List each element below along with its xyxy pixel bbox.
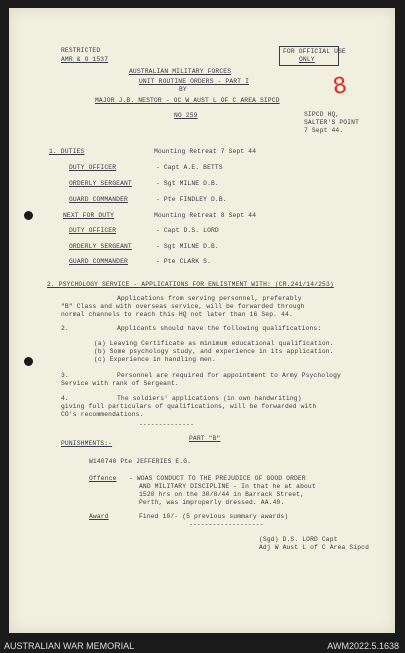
award-text: Fined 10/- (5 previous summary awards) bbox=[139, 513, 289, 520]
footer-institution: AUSTRALIAN WAR MEMORIAL bbox=[4, 641, 135, 651]
part-b-title: PART "B" bbox=[189, 435, 221, 442]
punch-hole bbox=[24, 211, 33, 220]
official-use-line-2: ONLY bbox=[299, 56, 315, 63]
restricted-label: RESTRICTED bbox=[61, 47, 101, 54]
offence-text: 1520 hrs on the 30/8/44 in Barrack Street, bbox=[139, 491, 305, 498]
psych-para-2-number: 2. bbox=[61, 325, 69, 332]
psych-para-3: Service with rank of Sergeant. bbox=[61, 380, 179, 387]
order-number: NO 259 bbox=[174, 112, 198, 119]
archive-footer bbox=[0, 639, 405, 653]
by-label: BY bbox=[179, 86, 187, 93]
offence-label: Offence bbox=[89, 475, 117, 482]
duty-person: - Sgt MILNE D.B. bbox=[156, 180, 219, 187]
mounting-retreat-1: Mounting Retreat 7 Sept 44 bbox=[154, 148, 257, 155]
duty-role: DUTY OFFICER bbox=[69, 227, 117, 234]
duty-role: DUTY OFFICER bbox=[69, 164, 117, 171]
soldier-details: W140740 Pte JEFFERIES E.G. bbox=[89, 458, 192, 465]
forces-title: AUSTRALIAN MILITARY FORCES bbox=[129, 68, 232, 75]
duty-person: - Pte FINDLEY D.B. bbox=[156, 196, 227, 203]
mounting-retreat-2: Mounting Retreat 8 Sept 44 bbox=[154, 212, 257, 219]
duty-role: ORDERLY SERGEANT bbox=[69, 243, 132, 250]
next-for-duty-label: NEXT FOR DUTY bbox=[63, 212, 115, 219]
psych-para-4: The soldiers' applications (in own handwriting) bbox=[117, 395, 302, 402]
psych-para-2: Applicants should have the following qualifications: bbox=[117, 325, 322, 332]
punch-hole bbox=[24, 357, 33, 366]
award-label: Award bbox=[89, 513, 109, 520]
punishments-heading: PUNISHMENTS:- bbox=[61, 440, 113, 447]
amr-reference: AMR & O 1537 bbox=[61, 56, 109, 63]
signature-title: Adj W Aust L of C Area Sipcd bbox=[259, 544, 370, 551]
psych-para-4: CO's recommendations. bbox=[61, 411, 144, 418]
offence-text: - WOAS CONDUCT TO THE PREJUDICE OF GOOD ORDER bbox=[129, 475, 306, 482]
duties-heading: 1. DUTIES bbox=[49, 148, 85, 155]
duty-person: - Capt D.S. LORD bbox=[156, 227, 219, 234]
issuing-officer: MAJOR J.B. NESTOR - OC W AUST L OF C AREA SIPCD bbox=[95, 97, 280, 104]
psych-para-3: Personnel are required for appointment to Army Psychology bbox=[117, 372, 341, 379]
place-line-1: SIPCD HQ, bbox=[304, 111, 340, 118]
duty-role: ORDERLY SERGEANT bbox=[69, 180, 132, 187]
qualification-item: (b) Some psychology study, and experience in its application. bbox=[94, 348, 334, 355]
qualification-item: (a) Leaving Certificate as minimum educational qualification. bbox=[94, 340, 334, 347]
offence-text: AND MILITARY DISCIPLINE - In that he at about bbox=[139, 483, 316, 490]
psych-para-4: giving full particulars of qualifications, will be forwarded with bbox=[61, 403, 317, 410]
duty-person: - Sgt MILNE D.B. bbox=[156, 243, 219, 250]
section-divider: ------------------- bbox=[189, 521, 264, 528]
handwritten-number: 8 bbox=[331, 73, 349, 100]
psych-para-1: normal channels to reach this HQ not later than 16 Sep. 44. bbox=[61, 311, 293, 318]
duty-person: - Capt A.E. BETTS bbox=[156, 164, 223, 171]
psychology-heading: 2. PSYCHOLOGY SERVICE - APPLICATIONS FOR ENLISTMENT WITH: (CR.241/14/253) bbox=[47, 281, 334, 288]
place-line-2: SALTER'S POINT bbox=[304, 119, 360, 126]
duty-role: GUARD COMMANDER bbox=[69, 196, 128, 203]
duty-person: - Pte CLARK S. bbox=[156, 258, 212, 265]
offence-text: Perth, was improperly dressed. AA.40. bbox=[139, 499, 285, 506]
duty-role: GUARD COMMANDER bbox=[69, 258, 128, 265]
order-date: 7 Sept 44. bbox=[304, 127, 344, 134]
section-divider: -------------- bbox=[139, 421, 195, 428]
psych-para-3-number: 3. bbox=[61, 372, 69, 379]
psych-para-4-number: 4. bbox=[61, 395, 69, 402]
psych-para-1: "B" Class and with overseas service, will be forwarded through bbox=[61, 303, 305, 310]
orders-title: UNIT ROUTINE ORDERS - PART I bbox=[139, 78, 250, 85]
footer-accession-number: AWM2022.5.1638 bbox=[327, 641, 399, 651]
qualification-item: (c) Experience in handling men. bbox=[94, 356, 216, 363]
signature-line: (Sgd) D.S. LORD Capt bbox=[259, 536, 338, 543]
psych-para-1: Applications from serving personnel, preferably bbox=[117, 295, 302, 302]
official-use-line-1: FOR OFFICIAL USE bbox=[283, 48, 346, 55]
